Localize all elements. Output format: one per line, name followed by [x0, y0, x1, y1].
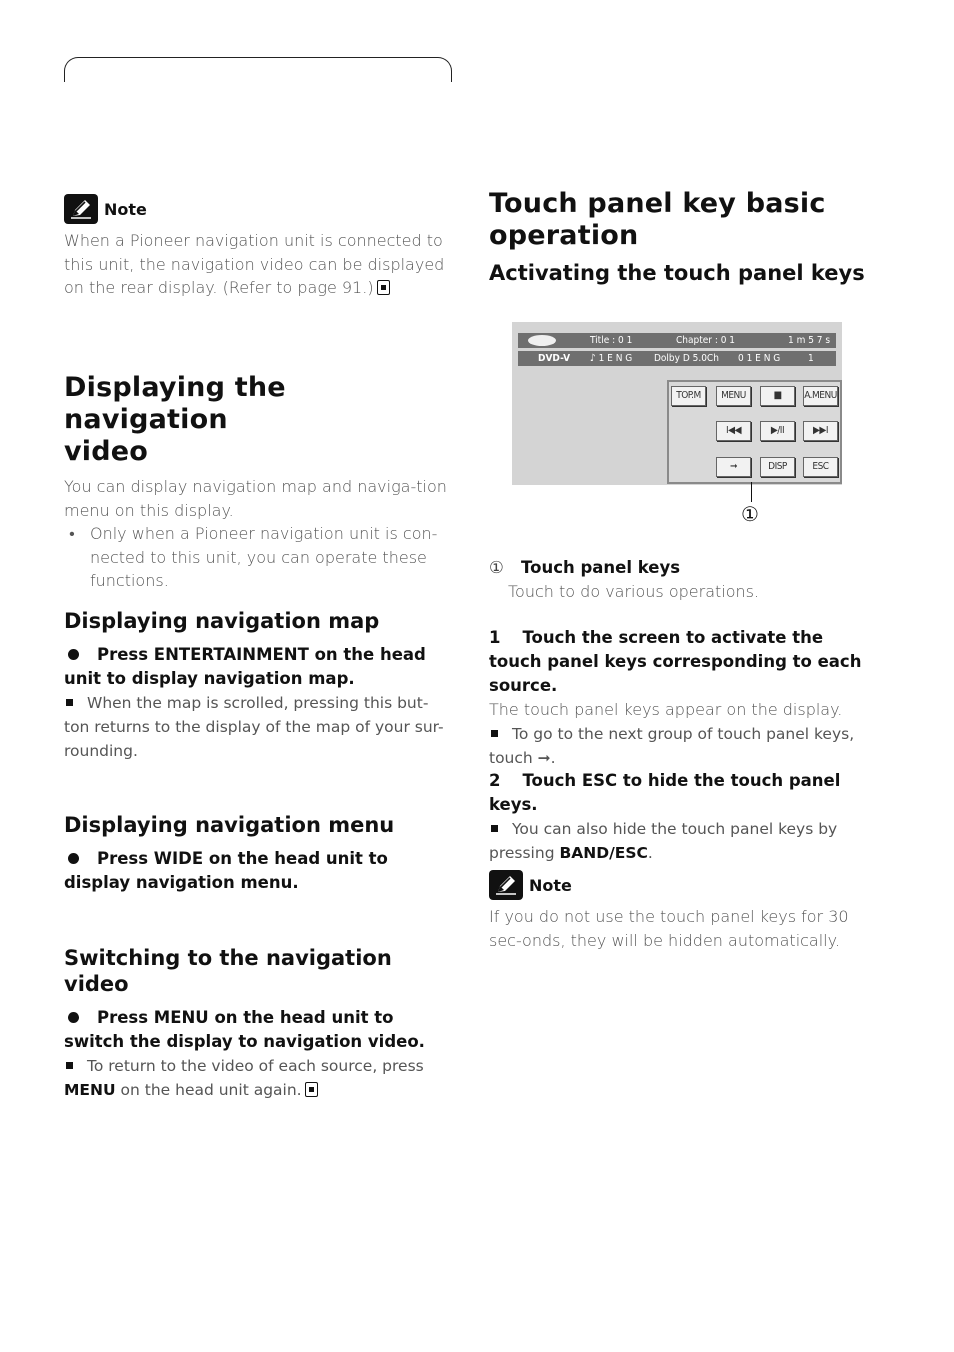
step-desc: The touch panel keys appear on the display. — [489, 700, 843, 719]
square-bullet-icon — [66, 1062, 73, 1069]
note-label: Note — [529, 875, 572, 895]
bullet-text: Only when a Pioneer navigation unit is con-nected to this unit, you can operate these functions. — [90, 524, 438, 590]
end-of-section-icon — [377, 280, 390, 295]
audio-format: Dolby D 5.0Ch — [654, 353, 719, 364]
section-title-line1: Displaying the navigation — [64, 372, 286, 435]
next-group-key[interactable]: ➞ — [716, 457, 751, 477]
square-bullet-icon — [66, 699, 73, 706]
status-bar-top — [518, 333, 836, 348]
previous-key[interactable]: I◀◀ — [716, 421, 751, 441]
subsection-title: Displaying navigation map — [64, 609, 380, 633]
subsection-title: Switching to the navigation video — [64, 946, 392, 996]
bullet-item — [64, 522, 454, 593]
step-number: 2 — [489, 771, 501, 790]
touch-panel-section — [489, 188, 889, 286]
step-dot-icon — [68, 649, 79, 660]
sub-note-text: You can also hide the touch panel keys by pressing — [489, 820, 838, 862]
step-text: Touch the screen to activate the touch panel keys corresponding to each source. — [489, 628, 862, 695]
legend-label: Touch panel keys — [521, 558, 681, 577]
step-text: Press WIDE on the head unit to display navigation menu. — [64, 849, 388, 892]
section-intro: You can display navigation map and naviga-tion menu on this display. — [64, 477, 447, 520]
note-label: Note — [104, 199, 147, 219]
nav-video-section — [64, 372, 454, 593]
step-instruction — [64, 1006, 449, 1054]
square-bullet-icon — [491, 730, 498, 737]
square-bullet-icon — [491, 825, 498, 832]
menu-key-label: MENU — [64, 1081, 116, 1099]
time-readout: 1 m 5 7 s — [788, 335, 831, 346]
top-menu-key[interactable]: TOP.M — [671, 386, 706, 406]
note-header — [489, 870, 879, 900]
section-title-line2: video — [64, 436, 149, 467]
step-heading — [489, 769, 884, 817]
sub-note-text-end: on the head unit again. — [120, 1081, 302, 1099]
sub-note — [64, 1054, 449, 1102]
note-text: When a Pioneer navigation unit is connected to this unit, the navigation video can be displayed on the rear display. (Refer to page 91.) — [64, 231, 445, 297]
sub-note — [489, 817, 884, 865]
note-pencil-icon — [64, 194, 98, 224]
audio-menu-key[interactable]: A.MENU — [803, 386, 838, 406]
note-header — [64, 194, 450, 224]
end-of-section-icon — [305, 1082, 318, 1097]
step-dot-icon — [68, 1012, 79, 1023]
left-note — [64, 194, 450, 300]
section-title-line2: operation — [489, 220, 639, 251]
step-text: Press ENTERTAINMENT on the head unit to display navigation map. — [64, 645, 426, 688]
step-text: Press MENU on the head unit to switch the display to navigation video. — [64, 1008, 425, 1051]
note-text: If you do not use the touch panel keys for 30 sec-onds, they will be hidden automatically. — [489, 907, 849, 950]
step-text: Touch ESC to hide the touch panel keys. — [489, 771, 841, 814]
sub-note — [64, 691, 449, 763]
step-instruction — [64, 847, 449, 895]
next-key[interactable]: ▶▶I — [803, 421, 838, 441]
sub-note — [489, 722, 879, 770]
touch-panel-keys — [667, 380, 842, 484]
display-screen-figure — [512, 322, 842, 485]
angle-readout: 1 — [808, 353, 814, 364]
nav-map-section — [64, 608, 449, 763]
title-readout: Title : 0 1 — [590, 335, 633, 346]
play-pause-key[interactable]: ▶/II — [760, 421, 795, 441]
section-title — [489, 188, 889, 252]
subsection-title: Displaying navigation menu — [64, 813, 395, 837]
switch-video-section — [64, 945, 449, 1102]
subtitle-language: 0 1 E N G — [738, 353, 781, 364]
sub-note-text: To go to the next group of touch panel keys, touch ➞. — [489, 724, 855, 767]
stop-key[interactable]: ■ — [760, 386, 795, 406]
disc-logo-icon — [528, 335, 556, 346]
note-text-block — [64, 229, 450, 300]
step-2 — [489, 769, 884, 865]
callout-number: ① — [741, 502, 759, 526]
callout-line — [751, 482, 752, 502]
sub-note-text-end: . — [647, 844, 653, 862]
audio-language: ♪ 1 E N G — [590, 353, 633, 364]
legend-item — [489, 556, 889, 580]
step-number: 1 — [489, 628, 501, 647]
step-heading — [489, 626, 879, 698]
right-note — [489, 870, 879, 952]
note-pencil-icon — [489, 870, 523, 900]
status-bar-bottom — [518, 351, 836, 366]
step-dot-icon — [68, 853, 79, 864]
disp-key[interactable]: DISP — [760, 457, 795, 477]
esc-key[interactable]: ESC — [803, 457, 838, 477]
chapter-readout: Chapter : 0 1 — [676, 335, 736, 346]
figure-legend — [489, 556, 889, 604]
section-title-line1: Touch panel key basic — [489, 188, 826, 219]
bullet-icon: • — [64, 524, 75, 543]
sub-note-text: When the map is scrolled, pressing this but-ton returns to the display of the map of your sur-rounding. — [64, 694, 444, 760]
legend-desc: Touch to do various operations. — [508, 582, 760, 601]
step-instruction — [64, 643, 449, 691]
header-tab-frame — [64, 57, 452, 82]
sub-note-text: To return to the video of each source, press — [87, 1057, 424, 1075]
menu-key[interactable]: MENU — [716, 386, 751, 406]
section-title — [64, 372, 454, 468]
step-1 — [489, 626, 879, 770]
legend-number: ① — [489, 558, 504, 577]
nav-menu-section — [64, 812, 449, 895]
subsection-title: Activating the touch panel keys — [489, 261, 865, 285]
band-esc-key-label: BAND/ESC — [559, 844, 648, 862]
source-label: DVD-V — [538, 353, 571, 364]
